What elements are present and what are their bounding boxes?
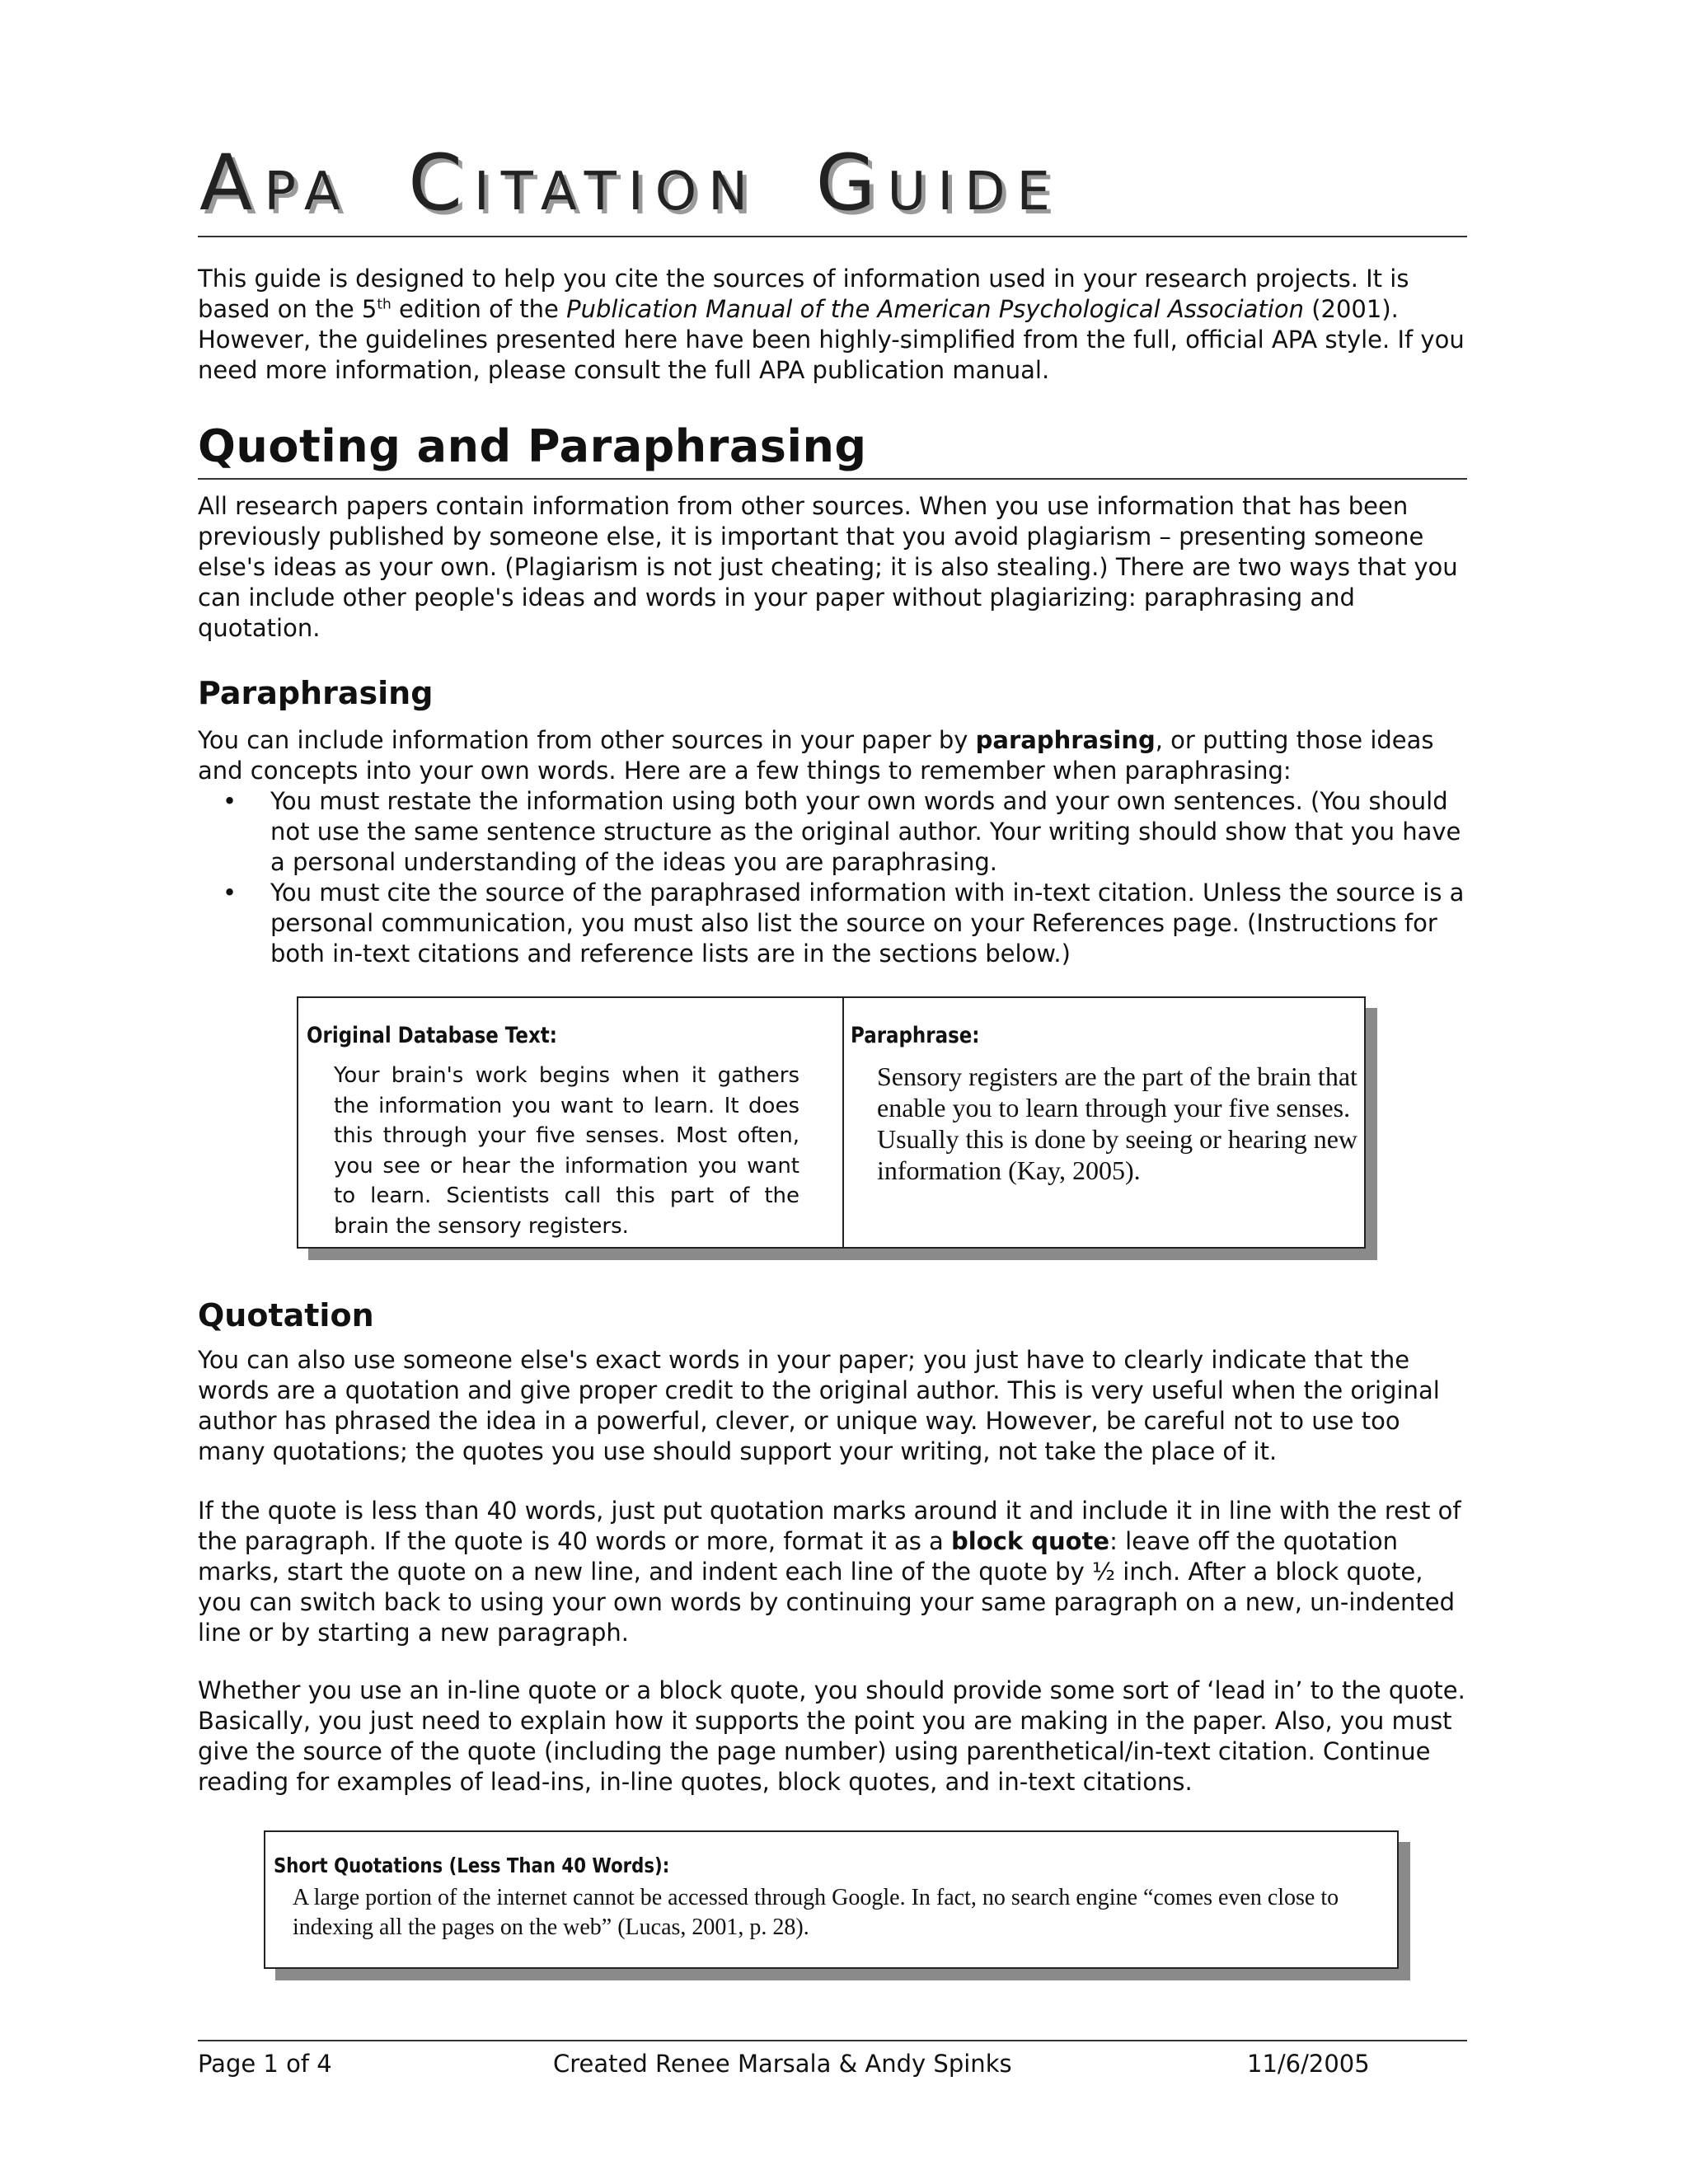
short-quotation-label: Short Quotations (Less Than 40 Words): bbox=[274, 1854, 670, 1877]
manual-title: Publication Manual of the American Psychological Association bbox=[566, 295, 1304, 323]
paraphrasing-intro: You can include information from other sources in your paper by paraphrasing, or putting those ideas and concepts into your own words. Here are a few things to remember when paraphrasing: bbox=[198, 726, 1434, 785]
footer-credit: Created Renee Marsala & Andy Spinks bbox=[553, 2050, 1012, 2078]
paraphrase-example-box bbox=[297, 996, 1366, 1249]
subheading-paraphrasing: Paraphrasing bbox=[198, 675, 434, 711]
page-number: Page 1 of 4 bbox=[198, 2050, 332, 2078]
document-title: APA CITATION GUIDE bbox=[199, 138, 1062, 228]
footer-date: 11/6/2005 bbox=[1247, 2050, 1370, 2078]
short-quotation-example-box bbox=[264, 1830, 1399, 1969]
bullet-icon: • bbox=[223, 879, 237, 907]
quotation-paragraph-3: Whether you use an in-line quote or a block quote, you should provide some sort of ‘lead in’ to the quote. Basically, you just need to explain how it supports the point you are making in the paper. Also, you must give the source of the quote (including the page number) using parenthetical/in-text citation. Continue reading for examples of lead-ins, in-line quotes, block quotes, and in-text citations. bbox=[198, 1676, 1465, 1796]
page-footer bbox=[198, 2040, 1467, 2079]
quotation-paragraph-1: You can also use someone else's exact words in your paper; you just have to clearly indicate that the words are a quotation and give proper credit to the original author. This is very useful when the original author has phrased the idea in a powerful, clever, or unique way. However, be careful not to use too many quotations; the quotes you use should support your writing, not take the place of it. bbox=[198, 1346, 1440, 1465]
intro-paragraph: This guide is designed to help you cite the sources of information used in your research projects. It is based on the 5th edition of the Publication Manual of the American Psychological Association (2001). However, the guidelines presented here have been highly-simplified from the full, official APA style. If you need more information, please consult the full APA publication manual. bbox=[198, 265, 1465, 384]
original-text: Your brain's work begins when it gathers the information you want to learn. It does this through your five senses. Most often, you see or hear the information you want to learn. Scientists call this part of the brain the sensory registers. bbox=[334, 1063, 799, 1239]
paraphrase-column bbox=[844, 998, 1364, 1247]
quotation-paragraph-2: If the quote is less than 40 words, just put quotation marks around it and include it in line with the rest of the paragraph. If the quote is 40 words or more, format it as a block quote: leave off the quotation marks, start the quote on a new line, and indent each line of the quote by ½ inch. After a block quote, you can switch back to using your own words by continuing your same paragraph on a new, un-indented line or by starting a new paragraph. bbox=[198, 1497, 1461, 1647]
short-quotation-text: A large portion of the internet cannot be accessed through Google. In fact, no search engine “comes even close to indexing all the pages on the web” (Lucas, 2001, p. 28). bbox=[293, 1885, 1339, 1940]
original-text-column bbox=[298, 998, 844, 1247]
paraphrasing-bullet-list bbox=[198, 786, 1467, 969]
title-block bbox=[198, 138, 1467, 237]
bullet-icon: • bbox=[223, 787, 237, 815]
paraphrase-text: Sensory registers are the part of the brain that enable you to learn through your five senses. Usually this is done by seeing or hearing new information (Kay, 2005). bbox=[877, 1062, 1357, 1185]
section-heading-quoting-paraphrasing: Quoting and Paraphrasing bbox=[198, 420, 867, 472]
list-item: • You must restate the information using both your own words and your own sentences. (You should not use the same sentence structure as the original author. Your writing should show that you have a personal understanding of the ideas you are paraphrasing. bbox=[223, 787, 1461, 876]
list-item: • You must cite the source of the paraphrased information with in-text citation. Unless the source is a personal communication, you must also list the source on your References page. (Instructions for both in-text citations and reference lists are in the sections below.) bbox=[223, 879, 1465, 968]
paraphrase-label: Paraphrase: bbox=[851, 1023, 980, 1048]
quoting-paraphrasing-paragraph: All research papers contain information from other sources. When you use information that has been previously published by someone else, it is important that you avoid plagiarism – presenting someone else's ideas as your own. (Plagiarism is not just cheating; it is also stealing.) There are two ways that you can include other people's ideas and words in your paper without plagiarizing: paraphrasing and quotation. bbox=[198, 492, 1458, 642]
subheading-quotation: Quotation bbox=[198, 1297, 374, 1333]
section-heading-block bbox=[198, 420, 1467, 480]
original-text-label: Original Database Text: bbox=[307, 1023, 557, 1048]
